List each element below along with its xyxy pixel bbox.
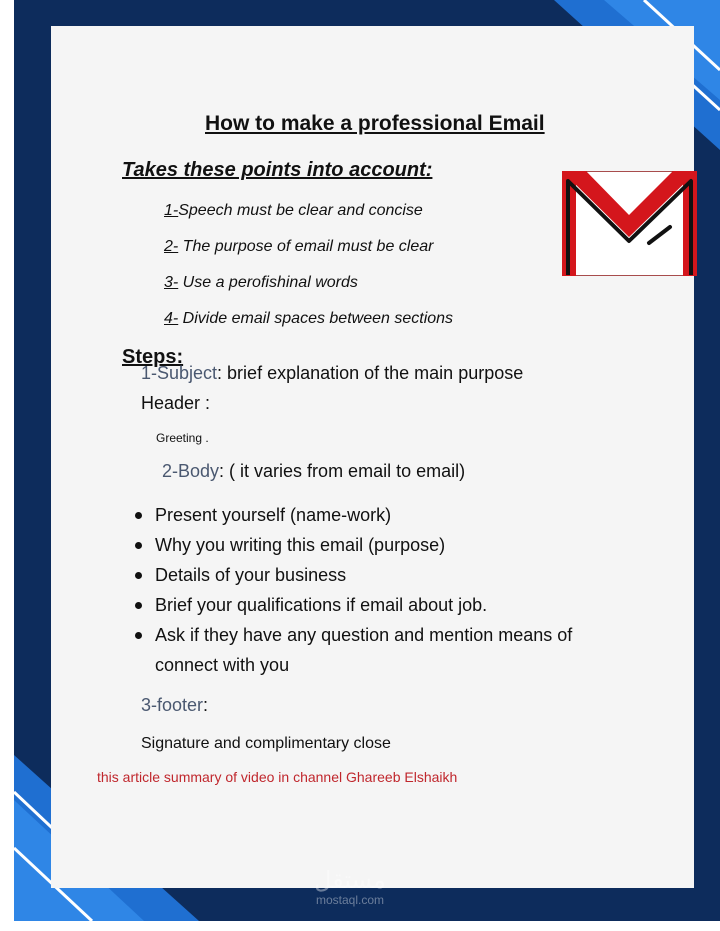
step-label: 3-footer (141, 695, 204, 715)
list-item: Ask if they have any question and mention means of connect with you (126, 620, 626, 680)
body-bullet-list (126, 500, 626, 680)
point-item (164, 309, 453, 345)
points-heading: Takes these points into account: (122, 159, 433, 181)
step-footer (141, 695, 208, 716)
point-text: Speech must be clear and concise (178, 202, 423, 219)
source-note: this article summary of video in channel Ghareeb Elshaikh (97, 769, 458, 785)
point-item (164, 201, 453, 237)
document-sheet (51, 26, 694, 888)
point-text: The purpose of email must be clear (178, 238, 434, 255)
header-line: Header : (141, 393, 211, 413)
point-number: 1- (164, 202, 179, 219)
greeting-line: Greeting . (156, 431, 209, 445)
step-text: : ( it varies from email to email) (219, 461, 466, 481)
step-text: : (203, 695, 209, 715)
point-number: 3- (164, 274, 179, 291)
step-subject (141, 363, 523, 384)
list-item: Brief your qualifications if email about job. (126, 590, 626, 620)
step-text: : brief explanation of the main purpose (217, 363, 524, 383)
gmail-logo-icon (562, 171, 697, 276)
watermark (280, 866, 420, 906)
watermark-latin: mostaql.com (315, 893, 385, 907)
list-item: Present yourself (name-work) (126, 500, 626, 530)
point-item (164, 237, 453, 273)
watermark-arabic: مستقل (314, 866, 386, 894)
step-label: 2-Body (162, 461, 220, 481)
points-list (164, 201, 453, 345)
point-item (164, 273, 453, 309)
list-item: Why you writing this email (purpose) (126, 530, 626, 560)
point-number: 4- (164, 310, 179, 327)
point-number: 2- (164, 238, 179, 255)
step-label: 1-Subject (141, 363, 218, 383)
point-text: Divide email spaces between sections (178, 310, 454, 327)
step-body (162, 461, 465, 482)
signature-line: Signature and complimentary close (141, 735, 391, 752)
list-item: Details of your business (126, 560, 626, 590)
point-text: Use a perofishinal words (178, 274, 358, 291)
steps-heading: Steps: (122, 346, 184, 368)
page-title: How to make a professional Email (205, 112, 545, 135)
